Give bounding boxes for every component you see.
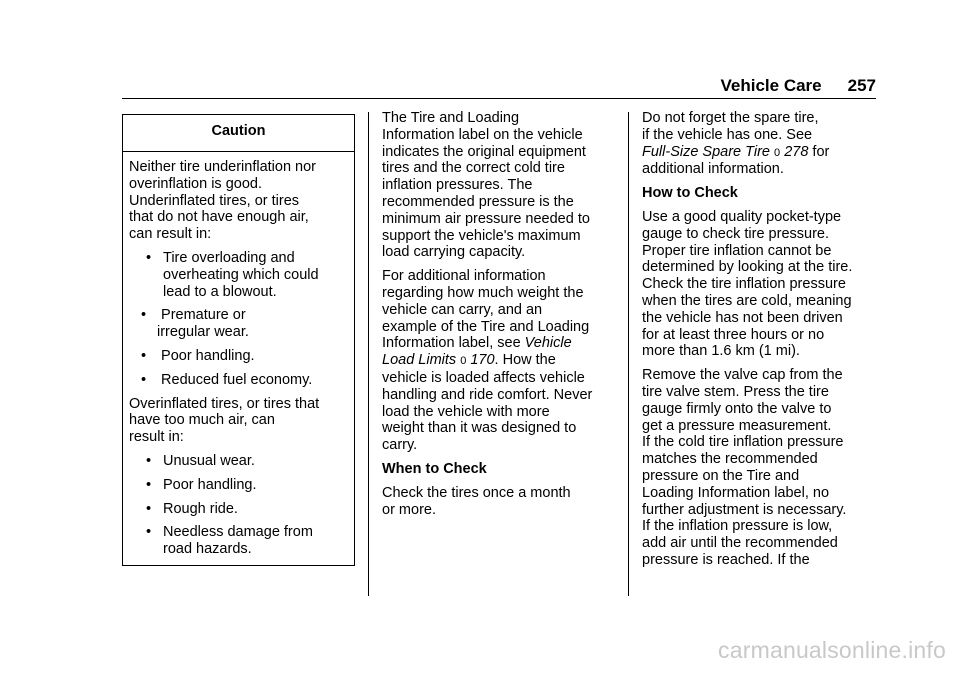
- bullet-icon: •: [146, 500, 152, 517]
- text-line: road hazards.: [163, 541, 252, 558]
- text-line: recommended pressure is the: [382, 193, 574, 210]
- text-line: for: [808, 143, 830, 160]
- text-line: vehicle is loaded affects vehicle: [382, 369, 585, 386]
- text-line: Tire overloading and: [163, 249, 295, 266]
- page-ref-icon: 0: [460, 355, 467, 368]
- text-line: get a pressure measurement.: [642, 417, 832, 434]
- text-line: overinflation is good.: [129, 175, 262, 192]
- text-line: the vehicle has not been driven: [642, 309, 843, 326]
- page-ref-icon: 0: [774, 146, 781, 159]
- header-rule: [122, 98, 876, 99]
- bullet-icon: •: [146, 524, 152, 541]
- text-line: Poor handling.: [163, 476, 257, 493]
- subheading-when-to-check: When to Check: [382, 460, 487, 477]
- paragraph: [642, 110, 882, 178]
- text-line: pressure on the Tire and: [642, 467, 800, 484]
- caution-body: [123, 152, 354, 558]
- text-line: Check the tires once a month: [382, 484, 571, 501]
- text-line: minimum air pressure needed to: [382, 210, 590, 227]
- text-line: support the vehicle's maximum: [382, 227, 581, 244]
- caution-mid: [129, 396, 348, 446]
- text-line: Information label on the vehicle: [382, 126, 583, 143]
- bullet-item: [129, 453, 348, 470]
- text-line: Poor handling.: [157, 347, 255, 364]
- text-line: Rough ride.: [163, 500, 238, 517]
- column-divider: [368, 112, 369, 596]
- text-line: pressure is reached. If the: [642, 551, 810, 568]
- text-line: for at least three hours or no: [642, 326, 825, 343]
- text-line: gauge firmly onto the valve to: [642, 400, 832, 417]
- text-line: handling and ride comfort. Never: [382, 386, 593, 403]
- paragraph: [382, 485, 622, 519]
- vehicle-load-limits-link[interactable]: Vehicle: [524, 335, 572, 352]
- text-line: determined by looking at the tire.: [642, 259, 853, 276]
- text-line: if the vehicle has one. See: [642, 126, 813, 143]
- text-line: overheating which could: [163, 266, 319, 283]
- bullet-item: [129, 307, 348, 341]
- running-header: [721, 76, 877, 96]
- text-line: Remove the valve cap from the: [642, 367, 843, 384]
- text-line: example of the Tire and Loading: [382, 318, 590, 335]
- text-line: weight than it was designed to: [382, 420, 577, 437]
- caution-box: [122, 114, 355, 566]
- text-line: Premature or: [157, 307, 246, 324]
- bullet-icon: •: [141, 307, 147, 324]
- text-line: Underinflated tires, or tires: [129, 192, 300, 209]
- spare-tire-link[interactable]: Full-Size Spare Tire: [642, 143, 770, 160]
- caution-intro: [129, 159, 348, 243]
- paragraph: [382, 268, 622, 454]
- page-ref-number[interactable]: 278: [784, 143, 809, 160]
- paragraph: [642, 367, 882, 569]
- text-line: result in:: [129, 429, 184, 446]
- column-middle: [382, 110, 622, 525]
- text-line: Neither tire underinflation nor: [129, 159, 316, 175]
- text-line: Use a good quality pocket-type: [642, 208, 842, 225]
- text-line: Proper tire inflation cannot be: [642, 242, 832, 259]
- bullet-item: [129, 348, 348, 365]
- text-line: tire valve stem. Press the tire: [642, 383, 829, 400]
- bullet-icon: •: [141, 371, 147, 388]
- text-line: additional information.: [642, 161, 784, 178]
- text-line: further adjustment is necessary.: [642, 501, 847, 518]
- column-right: [642, 110, 882, 576]
- text-line: Check the tire inflation pressure: [642, 276, 846, 293]
- text-line: If the cold tire inflation pressure: [642, 434, 844, 451]
- bullet-icon: •: [141, 347, 147, 364]
- text-line: lead to a blowout.: [163, 283, 277, 300]
- text-line: tires and the correct cold tire: [382, 160, 565, 177]
- text-line: carry.: [382, 437, 418, 454]
- text-line: load the vehicle with more: [382, 403, 550, 420]
- text-line: matches the recommended: [642, 451, 818, 468]
- caution-title: Caution: [211, 123, 266, 139]
- text-line: Loading Information label, no: [642, 484, 830, 501]
- bullet-icon: •: [146, 452, 152, 469]
- bullet-icon: •: [146, 249, 152, 266]
- text-line: indicates the original equipment: [382, 143, 586, 160]
- text-line: or more.: [382, 501, 436, 518]
- vehicle-load-limits-link[interactable]: Load Limits: [382, 352, 457, 369]
- bullet-item: [129, 501, 348, 518]
- page-ref-number[interactable]: 170: [470, 352, 495, 369]
- text-line: Do not forget the spare tire,: [642, 110, 819, 126]
- bullet-item: [129, 250, 348, 300]
- text-line: more than 1.6 km (1 mi).: [642, 343, 800, 360]
- text-line: Unusual wear.: [163, 452, 255, 469]
- page-number: 257: [847, 76, 876, 95]
- text-line: that do not have enough air,: [129, 209, 309, 226]
- text-line: The Tire and Loading: [382, 110, 520, 126]
- text-line: add air until the recommended: [642, 535, 838, 552]
- text-line: vehicle can carry, and an: [382, 301, 543, 318]
- paragraph: [642, 209, 882, 360]
- bullet-item: [129, 524, 348, 558]
- text-line: inflation pressures. The: [382, 177, 533, 194]
- text-line: For additional information: [382, 268, 546, 285]
- watermark-text: carmanualsonline.info: [718, 637, 946, 663]
- text-line: If the inflation pressure is low,: [642, 518, 833, 535]
- text-line: load carrying capacity.: [382, 244, 526, 261]
- text-line: have too much air, can: [129, 412, 275, 429]
- bullet-item: [129, 372, 348, 389]
- column-divider: [628, 112, 629, 596]
- text-line: gauge to check tire pressure.: [642, 225, 829, 242]
- text-line: Needless damage from: [163, 524, 313, 541]
- text-line: . How the: [494, 352, 556, 369]
- text-line: when the tires are cold, meaning: [642, 292, 852, 309]
- text-line: can result in:: [129, 226, 212, 243]
- text-line: Reduced fuel economy.: [157, 371, 313, 388]
- section-title: Vehicle Care: [720, 76, 822, 95]
- bullet-icon: •: [146, 476, 152, 493]
- text-line: Information label, see: [382, 335, 525, 352]
- text-line: regarding how much weight the: [382, 284, 584, 301]
- subheading-how-to-check: How to Check: [642, 185, 738, 202]
- text-line: irregular wear.: [157, 324, 249, 341]
- paragraph: [382, 110, 622, 261]
- bullet-item: [129, 477, 348, 494]
- text-line: Overinflated tires, or tires that: [129, 395, 320, 412]
